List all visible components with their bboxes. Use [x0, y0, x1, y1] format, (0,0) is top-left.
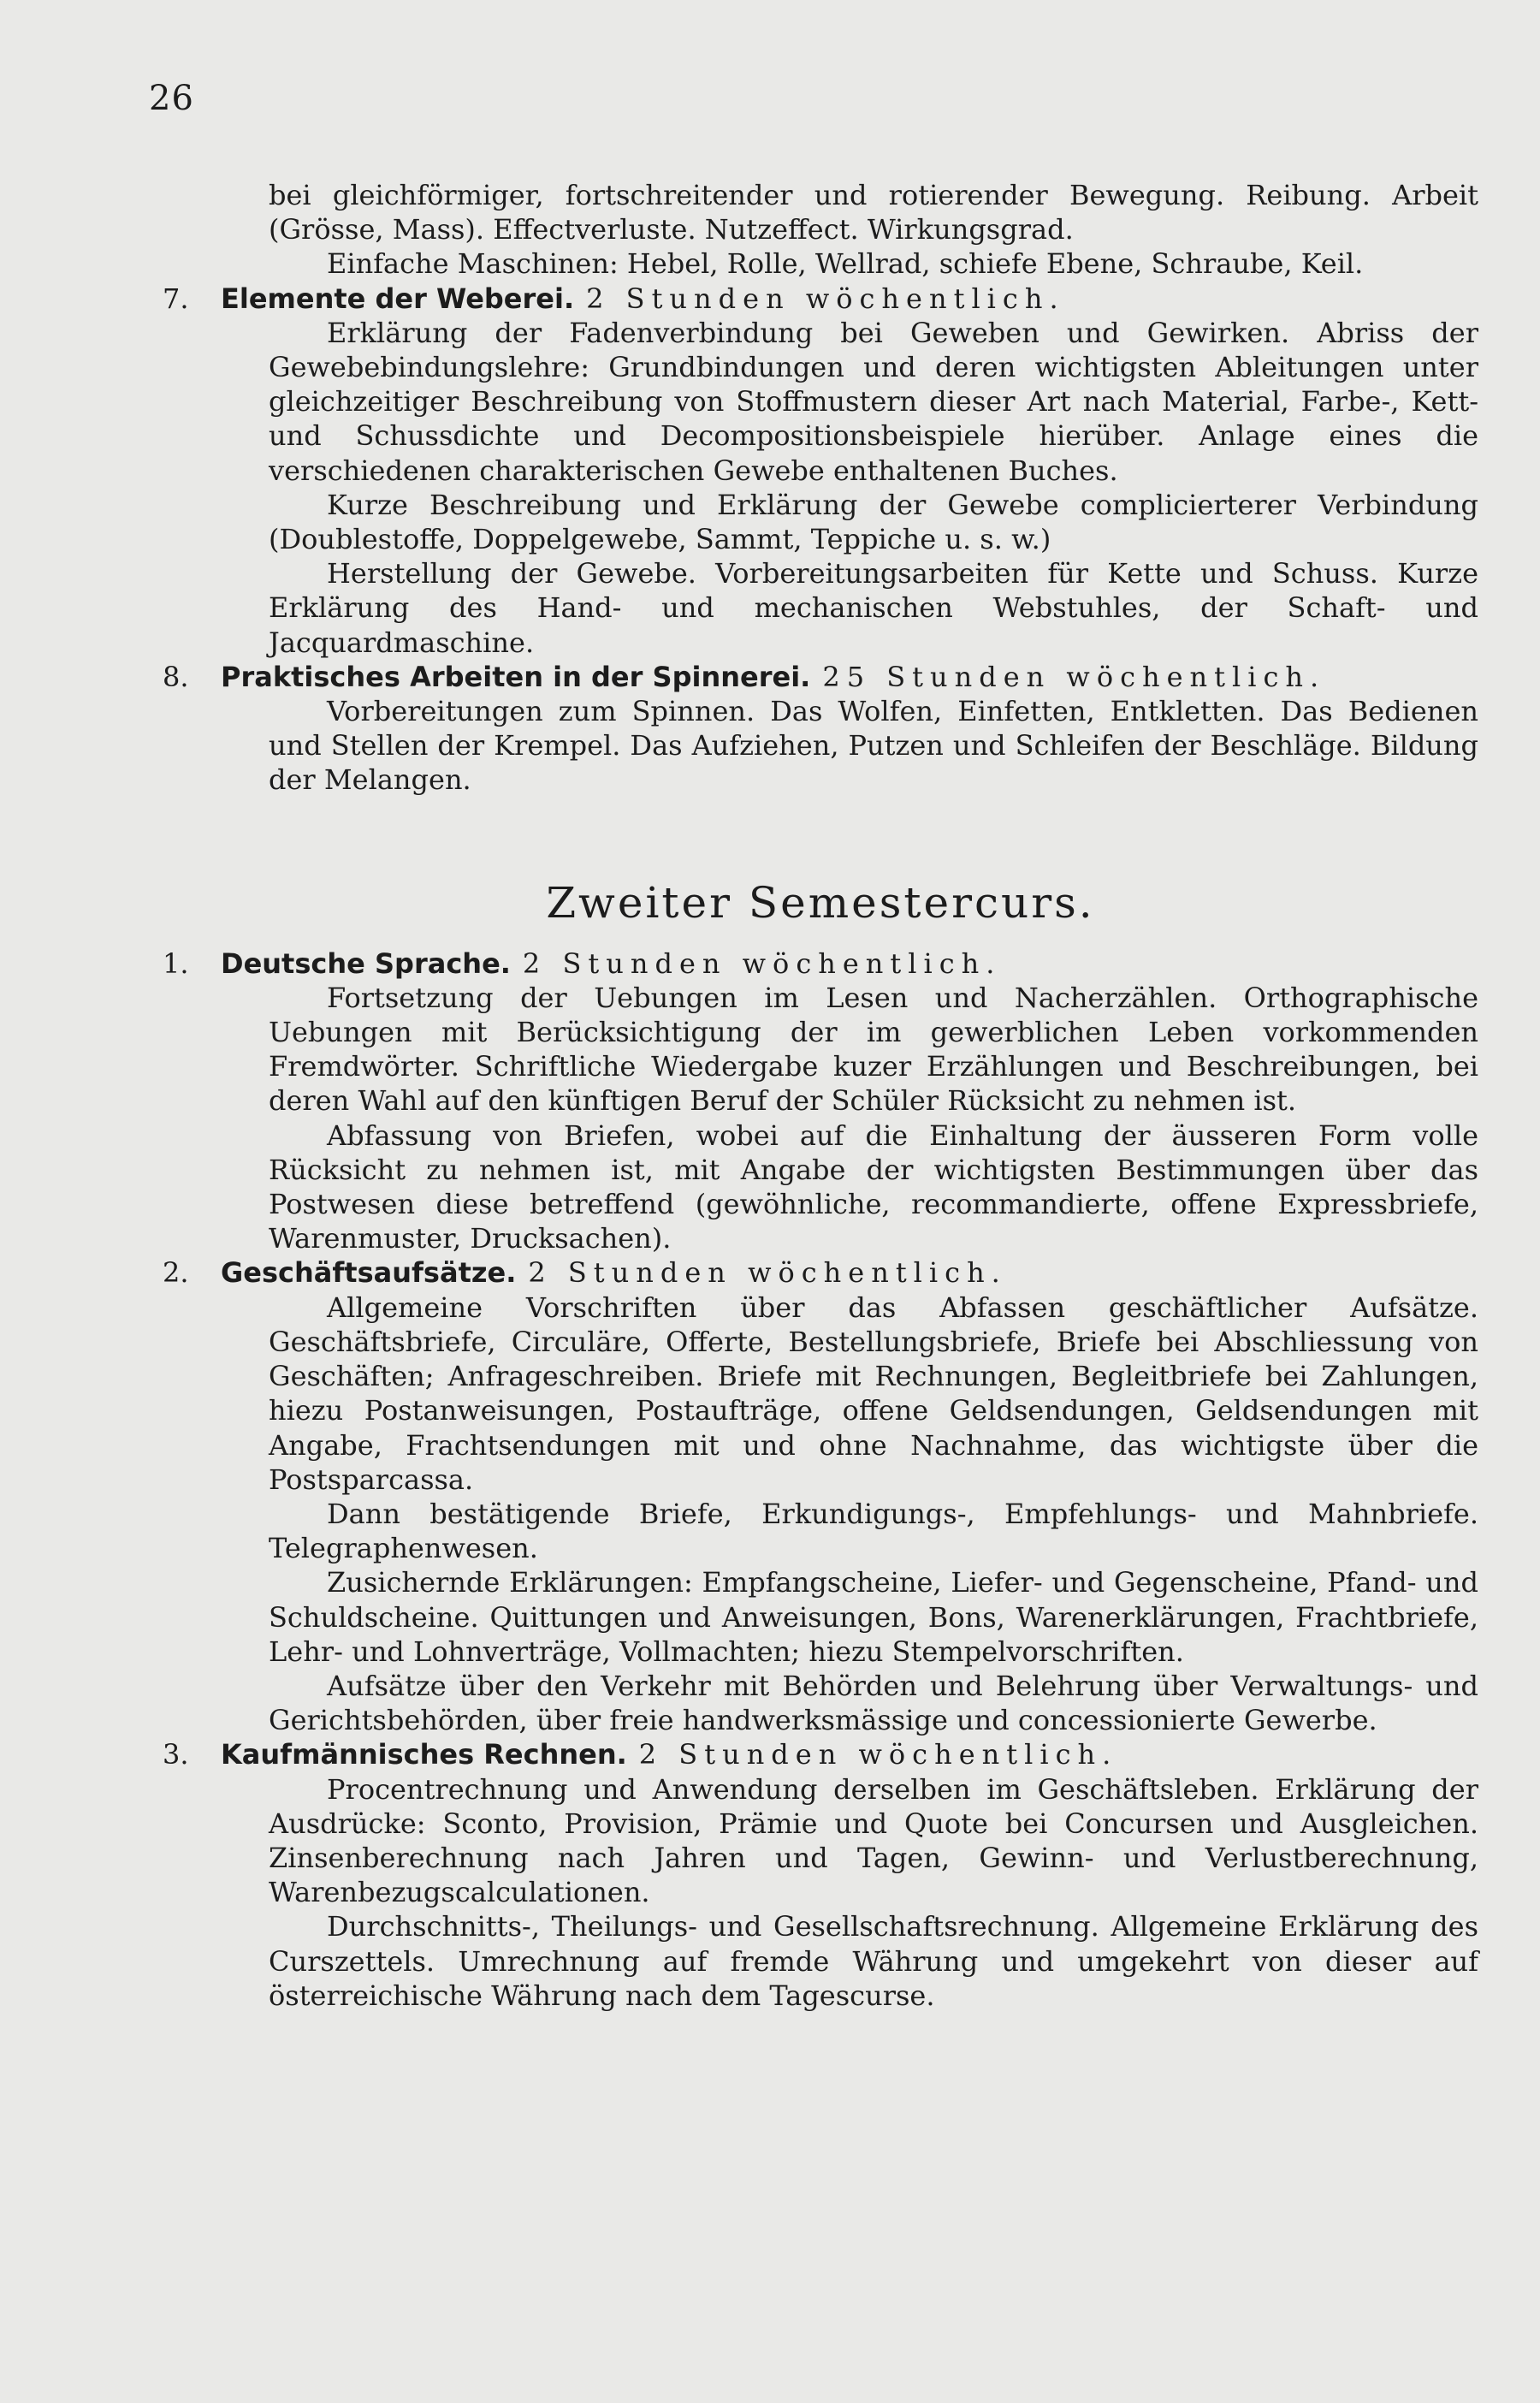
paragraph: Durchschnitts-, Theilungs- und Gesellschaftsrechnung. Allgemeine Erklärung des Curszettels. Umrechnung auf fremde Währung und umgekehrt von dieser auf österreichische Währung nach dem Tagescurse. [269, 1910, 1478, 2012]
paragraph: Fortsetzung der Uebungen im Lesen und Nacherzählen. Orthographische Uebungen mit Berücksichtigung der im gewerblichen Leben vorkommenden Fremdwörter. Schriftliche Wiedergabe kuzer Erzählungen und Beschreibungen, bei deren Wahl auf den künftigen Beruf der Schüler Rücksicht zu nehmen ist. [269, 981, 1478, 1118]
paragraph: Vorbereitungen zum Spinnen. Das Wolfen, Einfetten, Entkletten. Das Bedienen und Stellen der Krempel. Das Aufziehen, Putzen und Schleifen der Beschläge. Bildung der Melangen. [269, 695, 1478, 797]
section-number: 7. [163, 282, 189, 315]
paragraph: bei gleichförmiger, fortschreitender und rotierender Bewegung. Reibung. Arbeit (Grösse, Mass). Effectverluste. Nutzeffect. Wirkungsgrad. [269, 179, 1478, 246]
paragraph: Zusichernde Erklärungen: Empfangscheine, Liefer- und Gegenscheine, Pfand- und Schuldscheine. Quittungen und Anweisungen, Bons, Warenerklärungen, Frachtbriefe, Lehr- und Lohnverträge, Vollmachten; hiezu Stempelvorschriften. [269, 1566, 1478, 1668]
paragraph: Allgemeine Vorschriften über das Abfassen geschäftlicher Aufsätze. Geschäftsbriefe, Circuläre, Offerte, Bestellungsbriefe, Briefe bei Abschliessung von Geschäften; Anfrageschreiben. Briefe mit Rechnungen, Begleitbriefe bei Zahlungen, hiezu Postanweisungen, Postaufträge, offene Geldsendungen, Geldsendungen mit Angabe, Frachtsendungen mit und ohne Nachnahme, das wichtigste über die Postsparcassa. [269, 1290, 1478, 1496]
section-number: 1. [163, 946, 189, 980]
section-heading [163, 946, 1478, 981]
paragraph: Abfassung von Briefen, wobei auf die Einhaltung der äusseren Form volle Rücksicht zu nehmen ist, mit Angabe der wichtigsten Bestimmungen über das Postwesen diese betreffend (gewöhnliche, recommandierte, offene Expressbriefe, Warenmuster, Drucksachen). [269, 1118, 1478, 1255]
paragraph: Einfache Maschinen: Hebel, Rolle, Wellrad, schiefe Ebene, Schraube, Keil. [327, 247, 1364, 281]
page-body [163, 178, 1478, 2013]
section-title: Praktisches Arbeiten in der Spinnerei. [221, 660, 811, 693]
section-title: Deutsche Sprache. [221, 946, 511, 980]
section-number: 8. [163, 660, 189, 693]
paragraph: Herstellung der Gewebe. Vorbereitungsarbeiten für Kette und Schuss. Kurze Erklärung des Hand- und mechanischen Webstuhles, der Schaft- und Jacquardmaschine. [269, 557, 1478, 659]
section-heading [163, 660, 1478, 694]
paragraph: Dann bestätigende Briefe, Erkundigungs-, Empfehlungs- und Mahnbriefe. Telegraphenwesen. [269, 1497, 1478, 1565]
section-title: Kaufmännisches Rechnen. [221, 1738, 627, 1771]
section-title: Geschäftsaufsätze. [221, 1256, 517, 1290]
section-number: 2. [163, 1256, 189, 1290]
section-heading [163, 1255, 1478, 1290]
section-title: Elemente der Weberei. [221, 282, 575, 315]
section-heading [163, 282, 1478, 316]
section-hours: 25 Stunden wöchentlich. [822, 660, 1326, 693]
section-hours: 2 Stunden wöchentlich. [586, 282, 1065, 315]
section-number: 3. [163, 1738, 189, 1771]
paragraph: Kurze Beschreibung und Erklärung der Gewebe complicierterer Verbindung (Doublestoffe, Doppelgewebe, Sammt, Teppiche u. s. w.) [269, 488, 1478, 556]
section-hours: 2 Stunden wöchentlich. [638, 1738, 1118, 1771]
section-hours: 2 Stunden wöchentlich. [528, 1256, 1007, 1290]
section-heading [163, 1737, 1478, 1771]
section-hours: 2 Stunden wöchentlich. [522, 946, 1002, 980]
paragraph: Aufsätze über den Verkehr mit Behörden und Belehrung über Verwaltungs- und Gerichtsbehörden, über freie handwerksmässige und concessionierte Gewerbe. [269, 1669, 1478, 1737]
page-number: 26 [149, 79, 194, 118]
paragraph: Procentrechnung und Anwendung derselben im Geschäftsleben. Erklärung der Ausdrücke: Sconto, Provision, Prämie und Quote bei Concursen und Ausgleichen. Zinsenberechnung nach Jahren und Tagen, Gewinn- und Verlustberechnung, Warenbezugscalculationen. [269, 1772, 1478, 1909]
semester-heading: Zweiter Semestercurs. [546, 877, 1095, 928]
paragraph: Erklärung der Fadenverbindung bei Geweben und Gewirken. Abriss der Gewebebindungslehre: Grundbindungen und deren wichtigsten Ableitungen unter gleichzeitiger Beschreibung von Stoffmustern dieser Art nach Material, Farbe-, Kett- und Schussdichte und Decompositionsbeispiele hierüber. Anlage eines die verschiedenen charakterischen Gewebe enthaltenen Buches. [269, 316, 1478, 487]
